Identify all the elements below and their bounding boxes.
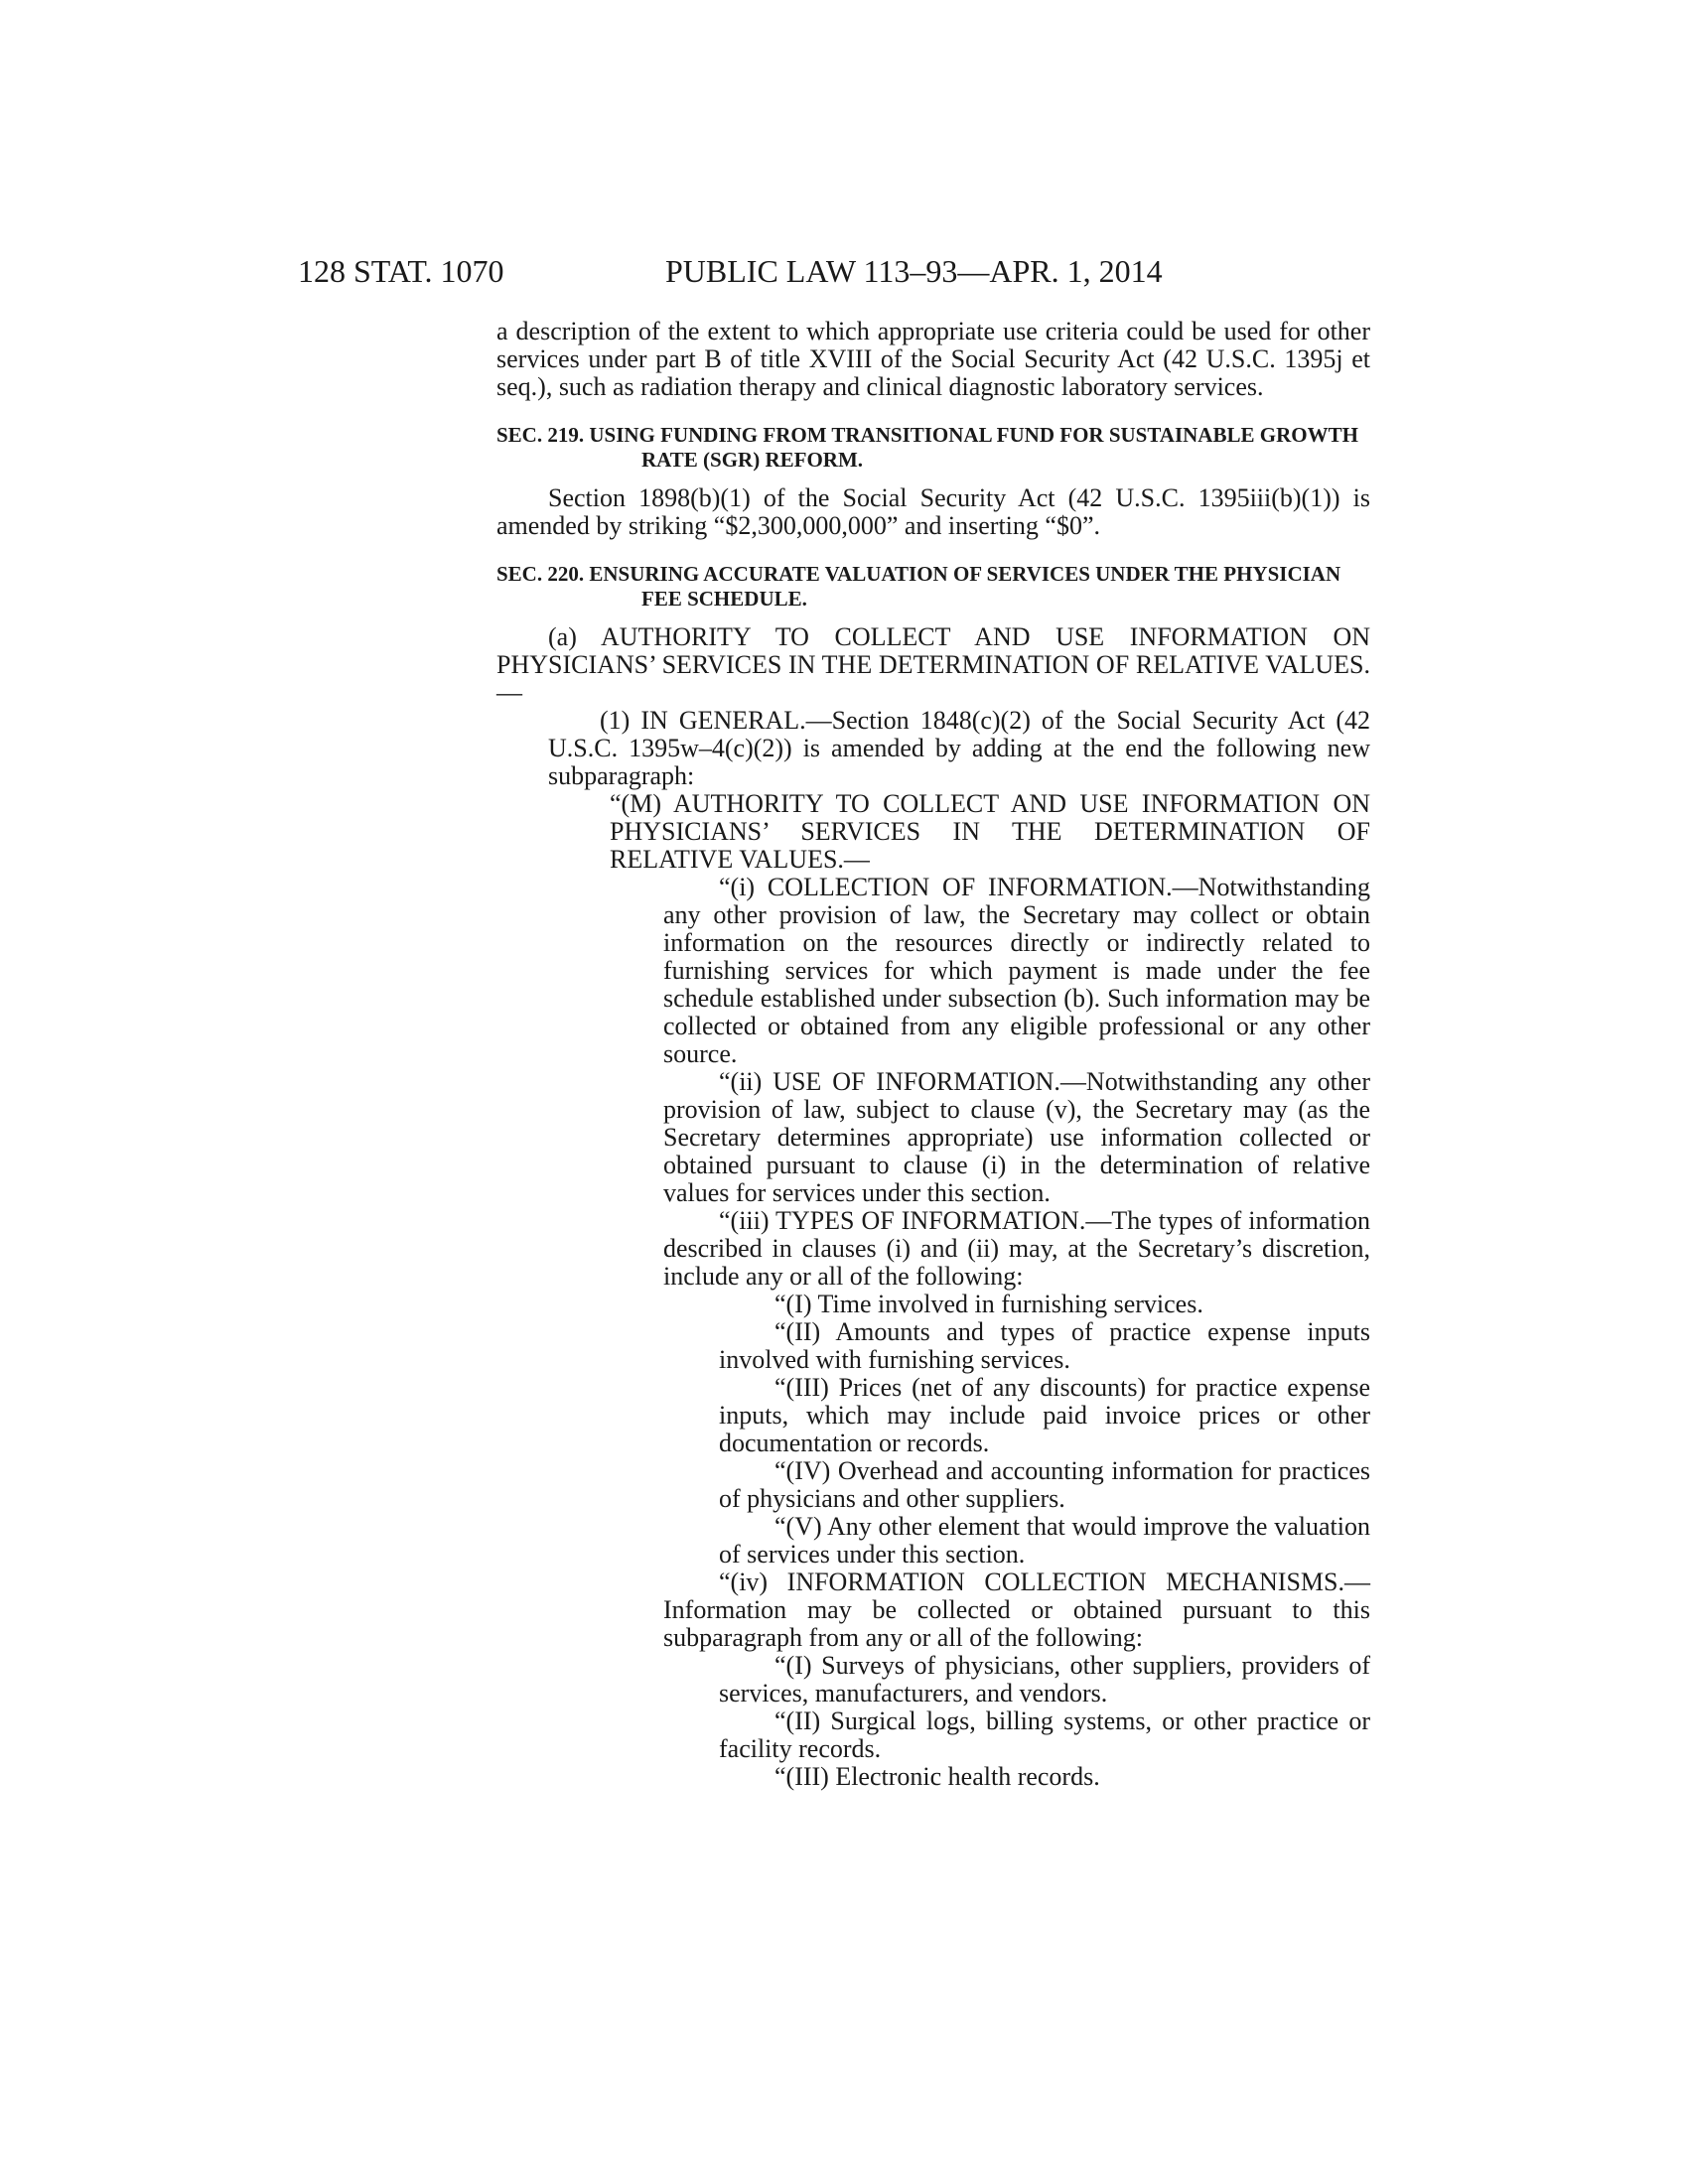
section-219-text: Section 1898(b)(1) of the Social Security Act (42 U.S.C. 1395iii(b)(1)) is amended by striking “$2,300,000,000” and inserting “$0”. <box>496 483 1370 540</box>
carryover-paragraph: a description of the extent to which appropriate use criteria could be used for other services under part B of title XVIII of the Social Security Act (42 U.S.C. 1395j et seq.), such as radiation therapy and clinical diagnostic laboratory services. <box>496 317 1370 401</box>
body-text <box>496 318 1370 1791</box>
section-220-heading: SEC. 220. ENSURING ACCURATE VALUATION OF SERVICES UNDER THE PHYSICIAN FEE SCHEDULE. <box>496 562 1341 611</box>
clause-iv-item: “(I) Surveys of physicians, other suppliers, providers of services, manufacturers, and vendors. <box>719 1651 1370 1707</box>
clause-iv-item: “(III) Electronic health records. <box>774 1762 1100 1791</box>
law-title: PUBLIC LAW 113–93—APR. 1, 2014 <box>665 253 1163 289</box>
running-head <box>298 253 1370 293</box>
clause-iii-item: “(IV) Overhead and accounting information for practices of physicians and other suppliers. <box>719 1456 1370 1513</box>
stat-citation: 128 STAT. 1070 <box>298 253 504 289</box>
clause-iii-item: “(II) Amounts and types of practice expense inputs involved with furnishing services. <box>719 1317 1370 1374</box>
clause-iv: “(iv) INFORMATION COLLECTION MECHANISMS.—Information may be collected or obtained pursuant to this subparagraph from any or all of the following: <box>663 1568 1370 1652</box>
clause-ii: “(ii) USE OF INFORMATION.—Notwithstanding any other provision of law, subject to clause (v), the Secretary may (as the Secretary determines appropriate) use information collected or obtained pursuant to clause (i) in the determination of relative values for services under this section. <box>663 1067 1370 1207</box>
clause-iv-item: “(II) Surgical logs, billing systems, or other practice or facility records. <box>719 1706 1370 1763</box>
clause-iii-item: “(III) Prices (net of any discounts) for practice expense inputs, which may include paid invoice prices or other documentation or records. <box>719 1373 1370 1457</box>
subsection-a-heading: (a) AUTHORITY TO COLLECT AND USE INFORMATION ON PHYSICIANS’ SERVICES IN THE DETERMINATION OF RELATIVE VALUES.— <box>496 622 1370 707</box>
clause-i: “(i) COLLECTION OF INFORMATION.—Notwithstanding any other provision of law, the Secretary may collect or obtain information on the resources directly or indirectly related to furnishing services for which payment is made under the fee schedule established under subsection (b). Such information may be collected or obtained from any eligible professional or any other source. <box>663 873 1370 1068</box>
clause-iii: “(iii) TYPES OF INFORMATION.—The types of information described in clauses (i) and (ii) may, at the Secretary’s discretion, include any or all of the following: <box>663 1206 1370 1291</box>
clause-iii-item: “(I) Time involved in furnishing services. <box>774 1290 1203 1318</box>
clause-iii-item: “(V) Any other element that would improve the valuation of services under this section. <box>719 1512 1370 1569</box>
paragraph-1: (1) IN GENERAL.—Section 1848(c)(2) of the Social Security Act (42 U.S.C. 1395w–4(c)(2)) is amended by adding at the end the following new subparagraph: <box>548 706 1370 790</box>
section-219-heading: SEC. 219. USING FUNDING FROM TRANSITIONAL FUND FOR SUSTAINABLE GROWTH RATE (SGR) REFORM. <box>496 423 1358 472</box>
subparagraph-m-heading: “(M) AUTHORITY TO COLLECT AND USE INFORMATION ON PHYSICIANS’ SERVICES IN THE DETERMINATION OF RELATIVE VALUES.— <box>610 789 1370 874</box>
